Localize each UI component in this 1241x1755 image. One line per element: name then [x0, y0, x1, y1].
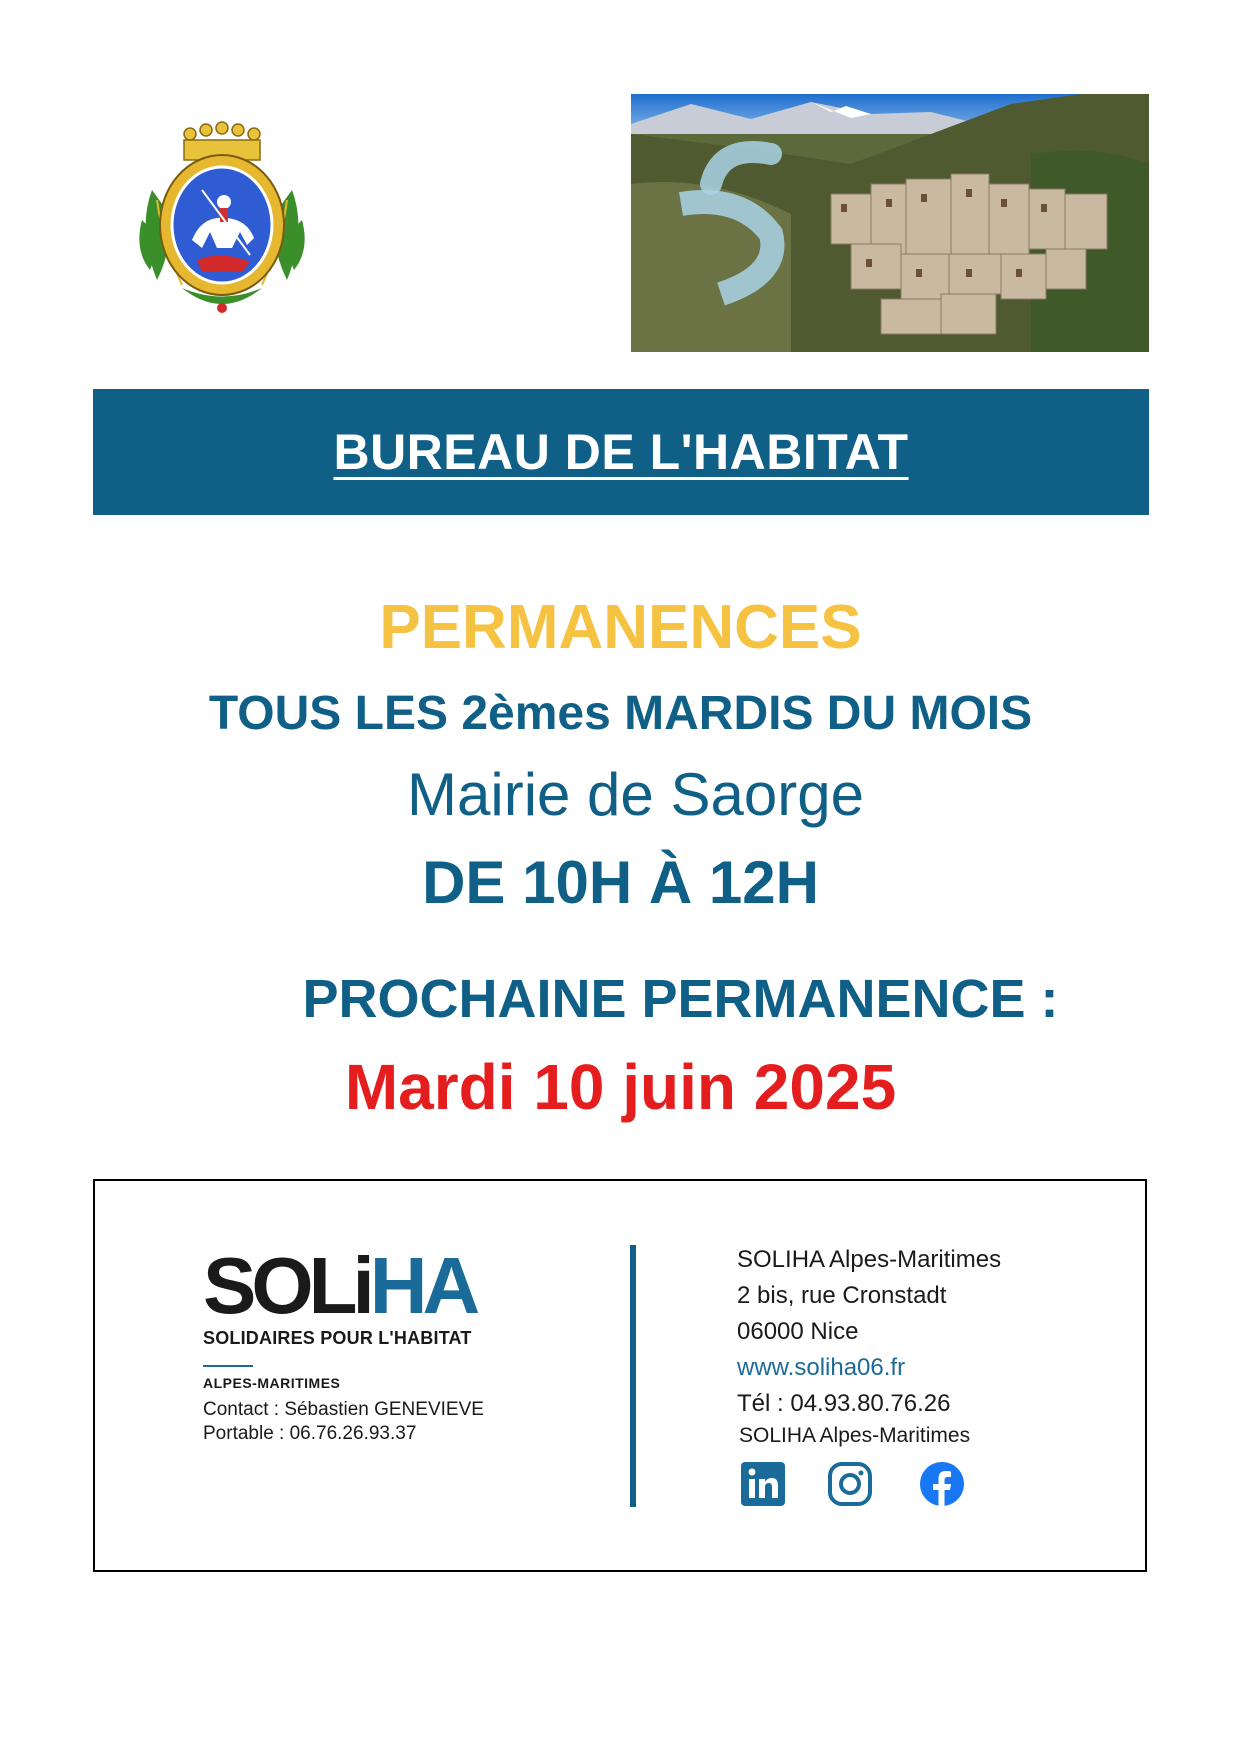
soliha-logo: [203, 1241, 476, 1391]
permanences-place: Mairie de Saorge: [407, 761, 864, 828]
soliha-tagline: SOLIDAIRES POUR L'HABITAT: [203, 1328, 472, 1348]
contact-mobile: Portable : 06.76.26.93.37: [203, 1423, 417, 1444]
contact-person: Contact : Sébastien GENEVIEVE: [203, 1399, 484, 1420]
org-phone: Tél : 04.93.80.76.26: [737, 1390, 951, 1417]
header-banner: [93, 389, 1149, 515]
org-info: [737, 1242, 1001, 1422]
soliha-wordmark-dark: SOLi: [203, 1241, 370, 1330]
saorge-village-photo: [631, 94, 1149, 352]
org-street: 2 bis, rue Cronstadt: [737, 1282, 947, 1309]
linkedin-icon[interactable]: [740, 1461, 786, 1507]
org-city: 06000 Nice: [737, 1318, 859, 1345]
permanences-frequency: TOUS LES 2èmes MARDIS DU MOIS: [208, 687, 1033, 740]
saorge-coat-of-arms: [132, 120, 312, 320]
contact-details: [203, 1398, 484, 1446]
org-name: SOLIHA Alpes-Maritimes: [737, 1246, 1002, 1273]
banner-title: BUREAU DE L'HABITAT: [333, 424, 909, 480]
vertical-divider: [630, 1245, 636, 1507]
soliha-wordmark-blue: HA: [369, 1241, 476, 1330]
permanences-title: PERMANENCES: [379, 593, 862, 662]
social-label: SOLIHA Alpes-Maritimes: [739, 1424, 971, 1447]
soliha-rule: [203, 1365, 253, 1367]
instagram-icon[interactable]: [827, 1461, 873, 1507]
facebook-icon[interactable]: [919, 1461, 965, 1507]
soliha-wordmark: [203, 1241, 476, 1330]
permanences-hours: DE 10H À 12H: [422, 849, 819, 916]
next-permanence-label: PROCHAINE PERMANENCE :: [302, 969, 1059, 1029]
next-permanence-date: Mardi 10 juin 2025: [344, 1051, 897, 1123]
org-website-link[interactable]: www.soliha06.fr: [737, 1354, 906, 1381]
soliha-region: ALPES-MARITIMES: [203, 1375, 341, 1391]
